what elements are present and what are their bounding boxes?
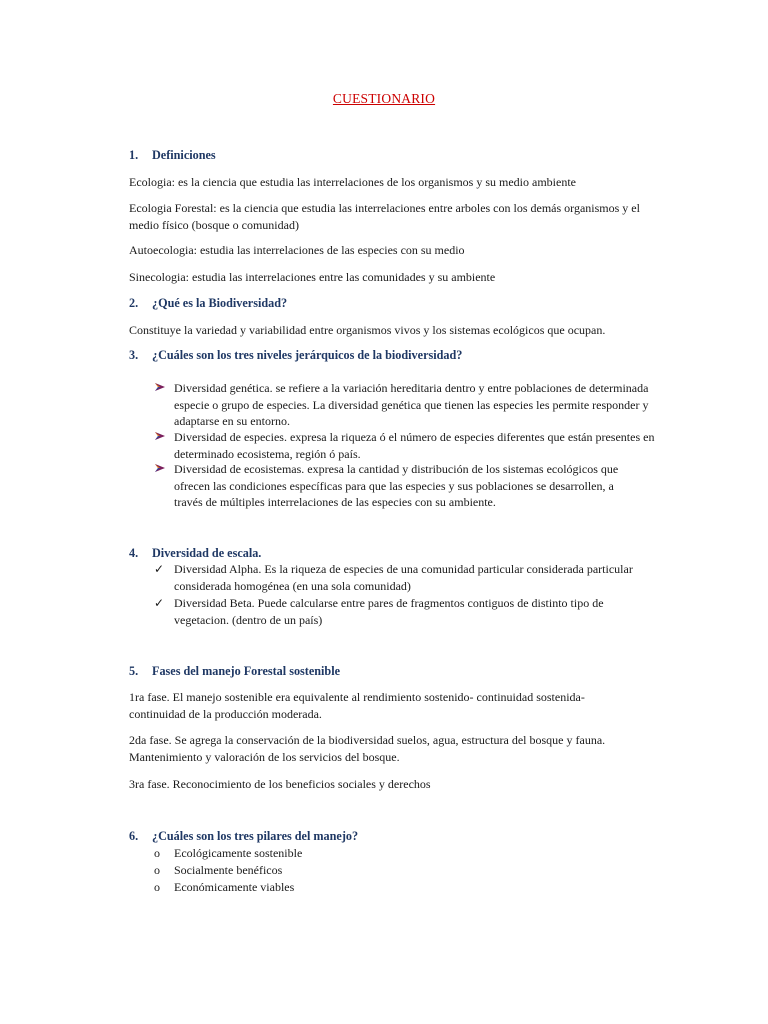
document-title: CUESTIONARIO (332, 91, 436, 106)
circle-bullet-icon: o (154, 880, 160, 894)
definition-ecologia-forestal: Ecologia Forestal: es la ciencia que estudia las interrelaciones entre arboles con los demás organismos y el medio físico (bosque o comunidad) (129, 201, 640, 232)
phase-1: 1ra fase. El manejo sostenible era equivalente al rendimiento sostenido- continuidad sostenida- continuidad de la producción moderada. (129, 690, 585, 721)
section-number: 3. (129, 348, 139, 362)
definition-sinecologia: Sinecologia: estudia las interrelaciones entre las comunidades y su ambiente (129, 270, 496, 284)
biodiversity-definition: Constituye la variedad y variabilidad entre organismos vivos y los sistemas ecológicos que ocupan. (129, 323, 606, 337)
list-item-text: Socialmente benéficos (174, 863, 283, 877)
list-item-text: Económicamente viables (174, 880, 295, 894)
section-title: Diversidad de escala. (152, 546, 262, 560)
phase-3: 3ra fase. Reconocimiento de los beneficios sociales y derechos (129, 777, 431, 791)
phase-2: 2da fase. Se agrega la conservación de la biodiversidad suelos, agua, estructura del bosque y fauna. Mantenimiento y valoración de los servicios del bosque. (129, 733, 606, 764)
arrow-bullet-icon (154, 462, 166, 474)
section-heading-2 (129, 296, 287, 311)
section-number: 2. (129, 296, 139, 310)
section-number: 1. (129, 148, 139, 162)
section-title: Fases del manejo Forestal sostenible (152, 664, 340, 678)
section-heading-3 (129, 348, 462, 363)
circle-bullet-icon: o (154, 846, 160, 860)
check-icon: ✓ (154, 596, 165, 610)
list-item-text: Diversidad de ecosistemas. expresa la cantidad y distribución de los sistemas ecológicos que ofrecen las condiciones específicas para que las especies y sus poblaciones se desarrollen, a través de múltiples interrelaciones de las especies con su ambiente. (174, 462, 619, 509)
section-title: ¿Qué es la Biodiversidad? (152, 296, 288, 310)
section-title: Definiciones (152, 148, 216, 162)
check-icon: ✓ (154, 562, 165, 576)
list-item-text: Diversidad genética. se refiere a la variación hereditaria dentro y entre poblaciones de determinada especie o grupo de especies. La diversidad genética que tienen las especies les permite responder y adaptarse en su entorno. (174, 381, 649, 428)
list-item-text: Ecológicamente sostenible (174, 846, 303, 860)
definition-autoecologia: Autoecologia: estudia las interrelaciones de las especies con su medio (129, 243, 465, 257)
circle-bullet-icon: o (154, 863, 160, 877)
section-heading-5 (129, 664, 340, 679)
section-number: 5. (129, 664, 139, 678)
section-number: 6. (129, 829, 139, 843)
list-item-text: Diversidad Beta. Puede calcularse entre pares de fragmentos contiguos de distinto tipo de vegetacion. (dentro de un país) (174, 596, 604, 627)
arrow-bullet-icon (154, 381, 166, 393)
section-number: 4. (129, 546, 139, 560)
section-heading-1 (129, 148, 216, 163)
definition-ecologia: Ecologia: es la ciencia que estudia las interrelaciones de los organismos y su medio ambiente (129, 175, 576, 189)
section-title: ¿Cuáles son los tres niveles jerárquicos de la biodiversidad? (152, 348, 463, 362)
arrow-bullet-icon (154, 430, 166, 442)
list-item-text: Diversidad de especies. expresa la riqueza ó el número de especies diferentes que están presentes en determinado ecosistema, región ó país. (174, 430, 655, 461)
section-heading-4 (129, 546, 261, 561)
list-item-text: Diversidad Alpha. Es la riqueza de especies de una comunidad particular considerada particular considerada homogénea (en una sola comunidad) (174, 562, 633, 593)
section-heading-6 (129, 829, 358, 844)
section-title: ¿Cuáles son los tres pilares del manejo? (152, 829, 359, 843)
